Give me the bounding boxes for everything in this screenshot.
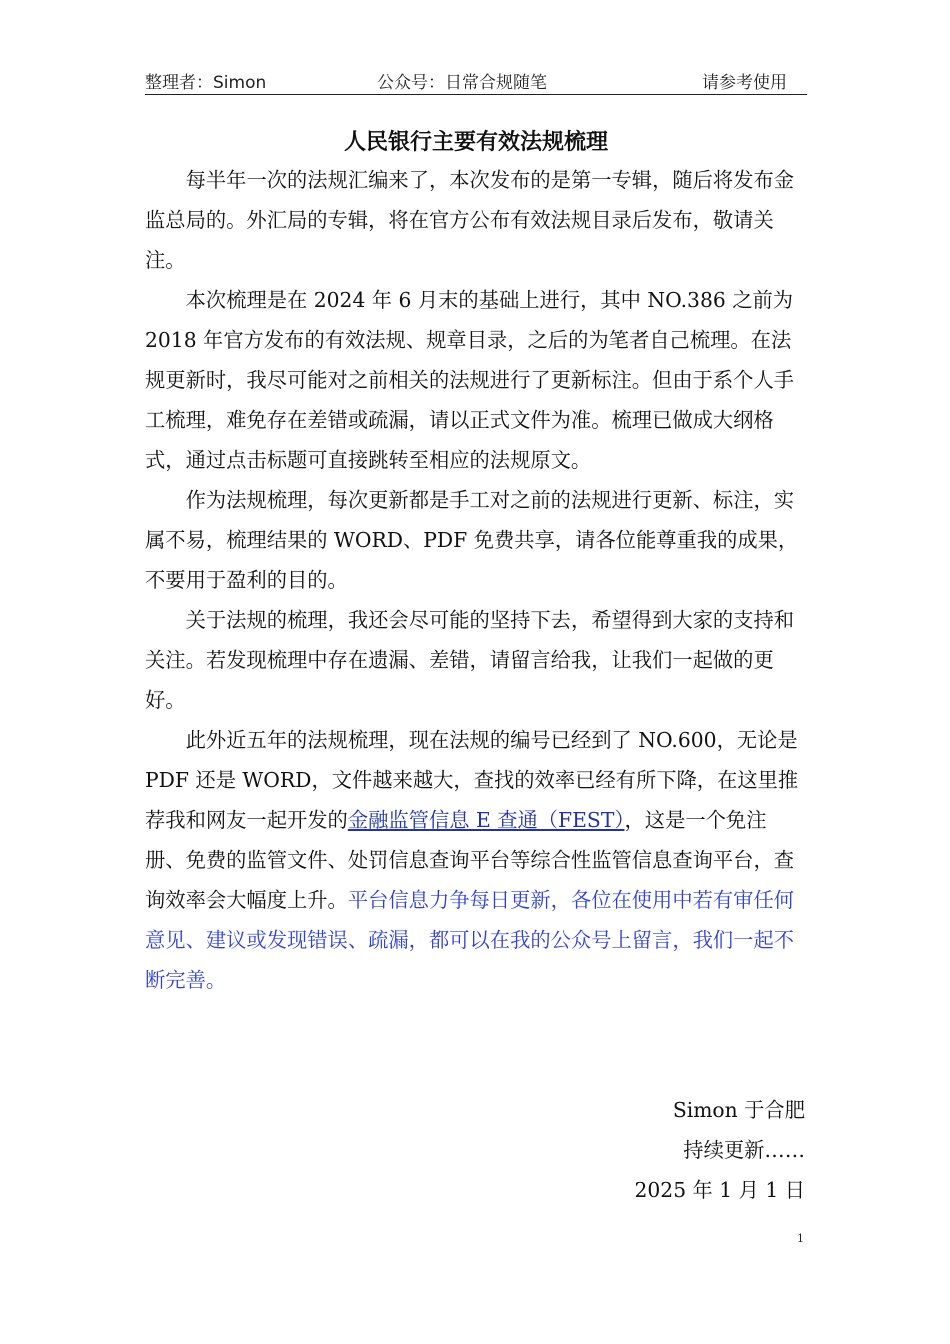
fest-link[interactable]: 金融监管信息 E 查通（FEST）: [347, 808, 625, 832]
paragraph-1: 每半年一次的法规汇编来了，本次发布的是第一专辑，随后将发布金监总局的。外汇局的专辑，将在官方公布有效法规目录后发布，敬请关注。: [145, 168, 795, 272]
paragraph-3: 作为法规梳理，每次更新都是手工对之前的法规进行更新、标注，实属不易，梳理结果的 WORD、PDF 免费共享，请各位能尊重我的成果，不要用于盈利的目的。: [145, 488, 799, 592]
signature-author: Simon 于合肥: [672, 1098, 805, 1122]
signature-status: 持续更新……: [683, 1138, 805, 1162]
document-body: [145, 160, 807, 1000]
page-number: 1: [797, 1232, 804, 1245]
paragraph-4: 关于法规的梳理，我还会尽可能的坚持下去，希望得到大家的支持和关注。若发现梳理中存在遗漏、差错，请留言给我，让我们一起做的更好。: [145, 608, 795, 712]
paragraph-5-intro: 此外近五年的法规梳理，现在法规的编号已经到了 NO.600，无论是 PDF 还是 WORD，文件越来越大，查找的效率已经有所下降，在这里推荐我和网友一起开发的: [145, 728, 799, 832]
header-account: 公众号：日常合规随笔: [377, 73, 547, 93]
document-title: 人民银行主要有效法规梳理: [343, 129, 608, 155]
header-note: 请参考使用: [702, 73, 787, 93]
page-header: [145, 66, 807, 95]
paragraph-5: [145, 720, 807, 1000]
signature-date: 2025 年 1 月 1 日: [634, 1178, 805, 1202]
paragraph-5-middle: ，这是一个免注册、免费的监管文件、处罚信息查询平台等综合性监管信息查询平台，查询效率会大幅度上升。: [145, 808, 795, 912]
paragraph-5-highlight: 平台信息力争每日更新，各位在使用中若有审任何意见、建议或发现错误、疏漏，都可以在我的公众号上留言，我们一起不断完善。: [145, 888, 795, 992]
header-author: 整理者：Simon: [145, 73, 267, 93]
paragraph-2: 本次梳理是在 2024 年 6 月末的基础上进行，其中 NO.386 之前为 2018 年官方发布的有效法规、规章目录，之后的为笔者自己梳理。在法规更新时，我尽可能对之前相关的法规进行了更新标注。但由于系个人手工梳理，难免存在差错或疏漏，请以正式文件为准。梳理已做成大纲格式，通过点击标题可直接跳转至相应的法规原文。: [145, 288, 795, 472]
